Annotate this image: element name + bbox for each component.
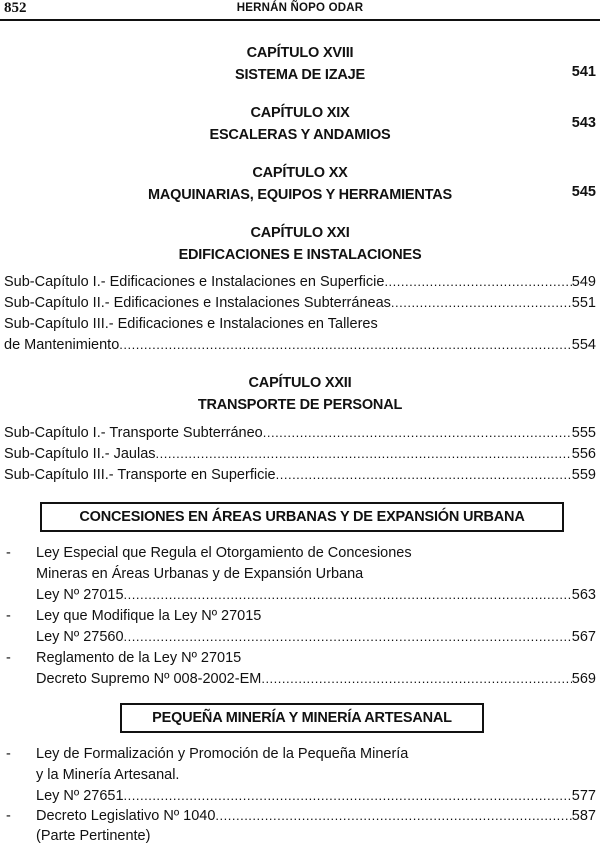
toc-entry-continuation (4, 335, 596, 355)
bullet-dash: - (6, 650, 11, 666)
toc-entry-text: de Mantenimiento (4, 337, 120, 353)
chapter-page-number: 541 (571, 64, 596, 80)
toc-entry-page: 556 (571, 446, 596, 462)
chapter-title: CAPÍTULO XVIII (246, 45, 354, 61)
toc-entry-page: 555 (571, 425, 596, 441)
chapter-subtitle: ESCALERAS Y ANDAMIOS (209, 127, 391, 143)
toc-entry-text: Sub-Capítulo I.- Transporte Subterráneo (4, 425, 263, 441)
dot-leader (156, 444, 572, 464)
law-note: (Parte Pertinente) (36, 828, 151, 844)
law-title-line: Ley que Modifique la Ley Nº 27015 (36, 608, 262, 624)
law-reference: Decreto Supremo Nº 008-2002-EM (36, 671, 262, 687)
dot-leader (124, 585, 572, 605)
toc-entry (4, 272, 596, 292)
toc-entry-text: Sub-Capítulo II.- Edificaciones e Instalaciones Subterráneas (4, 295, 391, 311)
toc-entry (36, 669, 596, 689)
toc-entry-page: 554 (571, 337, 596, 353)
law-title-line: Ley de Formalización y Promoción de la Pequeña Minería (36, 746, 409, 762)
chapter-subtitle: SISTEMA DE IZAJE (234, 67, 365, 83)
section-heading-concesiones: CONCESIONES EN ÁREAS URBANAS Y DE EXPANSIÓN URBANA (40, 502, 564, 532)
bullet-dash: - (6, 746, 11, 762)
law-reference: Decreto Legislativo Nº 1040 (36, 808, 216, 824)
chapter-subtitle: MAQUINARIAS, EQUIPOS Y HERRAMIENTAS (148, 187, 452, 203)
toc-entry-text: Sub-Capítulo III.- Transporte en Superficie (4, 467, 276, 483)
chapter-xxii (0, 372, 600, 416)
page-number: 852 (4, 0, 27, 16)
chapter-xx (0, 162, 600, 206)
chapter-title: CAPÍTULO XIX (250, 105, 350, 121)
chapter-xxi (0, 222, 600, 266)
law-title-line: y la Minería Artesanal. (36, 767, 180, 783)
running-header-author: HERNÁN ÑOPO ODAR (236, 2, 364, 14)
chapter-xix (0, 102, 600, 146)
law-reference: Ley Nº 27015 (36, 587, 124, 603)
chapter-title: CAPÍTULO XXII (248, 375, 352, 391)
toc-entry-page: 587 (571, 808, 596, 824)
running-header (0, 0, 600, 20)
dot-leader (215, 806, 571, 826)
toc-entry (4, 444, 596, 464)
law-reference: Ley Nº 27651 (36, 788, 124, 804)
chapter-subtitle: EDIFICACIONES E INSTALACIONES (178, 247, 422, 263)
toc-entry (36, 627, 596, 647)
toc-entry-text: Sub-Capítulo III.- Edificaciones e Instalaciones en Talleres (4, 316, 378, 332)
toc-entry-text: Sub-Capítulo I.- Edificaciones e Instalaciones en Superficie (4, 274, 385, 290)
toc-entry (4, 293, 596, 313)
bullet-dash: - (6, 808, 11, 824)
dot-leader (119, 335, 572, 355)
law-reference: Ley Nº 27560 (36, 629, 124, 645)
chapter-page-number: 545 (571, 184, 596, 200)
dot-leader (124, 627, 572, 647)
chapter-xviii (0, 42, 600, 86)
header-rule (0, 19, 600, 21)
toc-entry (36, 786, 596, 806)
chapter-title: CAPÍTULO XXI (250, 225, 350, 241)
dot-leader (261, 669, 571, 689)
law-title-line: Ley Especial que Regula el Otorgamiento de Concesiones (36, 545, 412, 561)
chapter-page-number: 543 (571, 115, 596, 131)
toc-entry-page: 559 (571, 467, 596, 483)
dot-leader (263, 423, 572, 443)
toc-entry-page: 551 (571, 295, 596, 311)
dot-leader (384, 272, 571, 292)
toc-entry-text: Sub-Capítulo II.- Jaulas (4, 446, 156, 462)
toc-entry-page: 549 (571, 274, 596, 290)
law-title-line: Reglamento de la Ley Nº 27015 (36, 650, 242, 666)
toc-entry-page: 577 (571, 788, 596, 804)
dot-leader (276, 465, 572, 485)
toc-entry (4, 423, 596, 443)
section-heading-pequena-mineria: PEQUEÑA MINERÍA Y MINERÍA ARTESANAL (120, 703, 484, 733)
dot-leader (391, 293, 572, 313)
toc-entry (4, 314, 596, 334)
bullet-dash: - (6, 545, 11, 561)
chapter-title: CAPÍTULO XX (252, 165, 348, 181)
law-title-line: Mineras en Áreas Urbanas y de Expansión Urbana (36, 566, 364, 582)
toc-entry-page: 563 (571, 587, 596, 603)
toc-entry-page: 567 (571, 629, 596, 645)
toc-entry (4, 465, 596, 485)
toc-entry (36, 585, 596, 605)
chapter-subtitle: TRANSPORTE DE PERSONAL (197, 397, 403, 413)
bullet-dash: - (6, 608, 11, 624)
dot-leader (124, 786, 572, 806)
toc-entry-page: 569 (571, 671, 596, 687)
toc-entry (36, 806, 596, 826)
